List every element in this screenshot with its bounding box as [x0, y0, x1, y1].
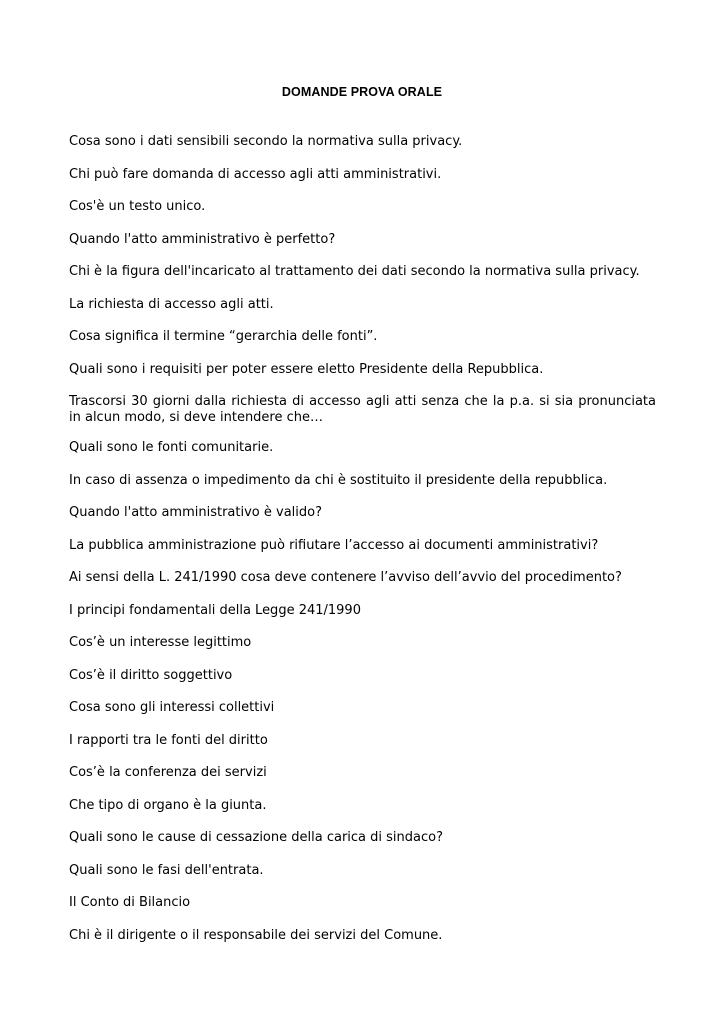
question-item: Chi è il dirigente o il responsabile dei servizi del Comune. — [69, 927, 443, 943]
question-item: La pubblica amministrazione può rifiutare l’accesso ai documenti amministrativi? — [69, 537, 599, 553]
question-item: Chi può fare domanda di accesso agli atti amministrativi. — [69, 166, 442, 182]
question-item: Chi è la figura dell'incaricato al trattamento dei dati secondo la normativa sulla privacy. — [69, 264, 640, 279]
question-item: Cos’è la conferenza dei servizi — [69, 765, 267, 780]
question-item: Quali sono i requisiti per poter essere eletto Presidente della Repubblica. — [69, 361, 544, 377]
question-item: Quali sono le cause di cessazione della carica di sindaco? — [69, 830, 443, 845]
question-item: Quali sono le fasi dell'entrata. — [69, 862, 264, 878]
question-item: I rapporti tra le fonti del diritto — [69, 732, 268, 748]
question-item: Cos’è il diritto soggettivo — [69, 667, 233, 683]
question-item: Cos’è un interesse legittimo — [69, 635, 252, 650]
question-item: Trascorsi 30 giorni dalla richiesta di accesso agli atti senza che la p.a. si sia pronunciata in alcun modo, si deve intendere che… — [69, 394, 656, 425]
question-item: Cosa significa il termine “gerarchia delle fonti”. — [69, 329, 378, 344]
questions-list — [69, 134, 656, 960]
question-item: La richiesta di accesso agli atti. — [69, 296, 274, 312]
document-title: DOMANDE PROVA ORALE — [281, 85, 443, 99]
question-item: Il Conto di Bilancio — [69, 895, 191, 910]
question-item: I principi fondamentali della Legge 241/1990 — [69, 602, 361, 618]
question-item: Cosa sono i dati sensibili secondo la normativa sulla privacy. — [69, 134, 463, 149]
question-item: Quando l'atto amministrativo è perfetto? — [69, 231, 336, 247]
question-item: Quando l'atto amministrativo è valido? — [69, 505, 322, 520]
question-item: In caso di assenza o impedimento da chi è sostituito il presidente della repubblica. — [69, 472, 608, 488]
question-item: Ai sensi della L. 241/1990 cosa deve contenere l’avviso dell’avvio del procedimento? — [69, 570, 622, 585]
question-item: Cosa sono gli interessi collettivi — [69, 700, 275, 715]
question-item: Cos'è un testo unico. — [69, 199, 206, 214]
question-item: Quali sono le fonti comunitarie. — [69, 440, 274, 455]
question-item: Che tipo di organo è la giunta. — [69, 797, 267, 813]
